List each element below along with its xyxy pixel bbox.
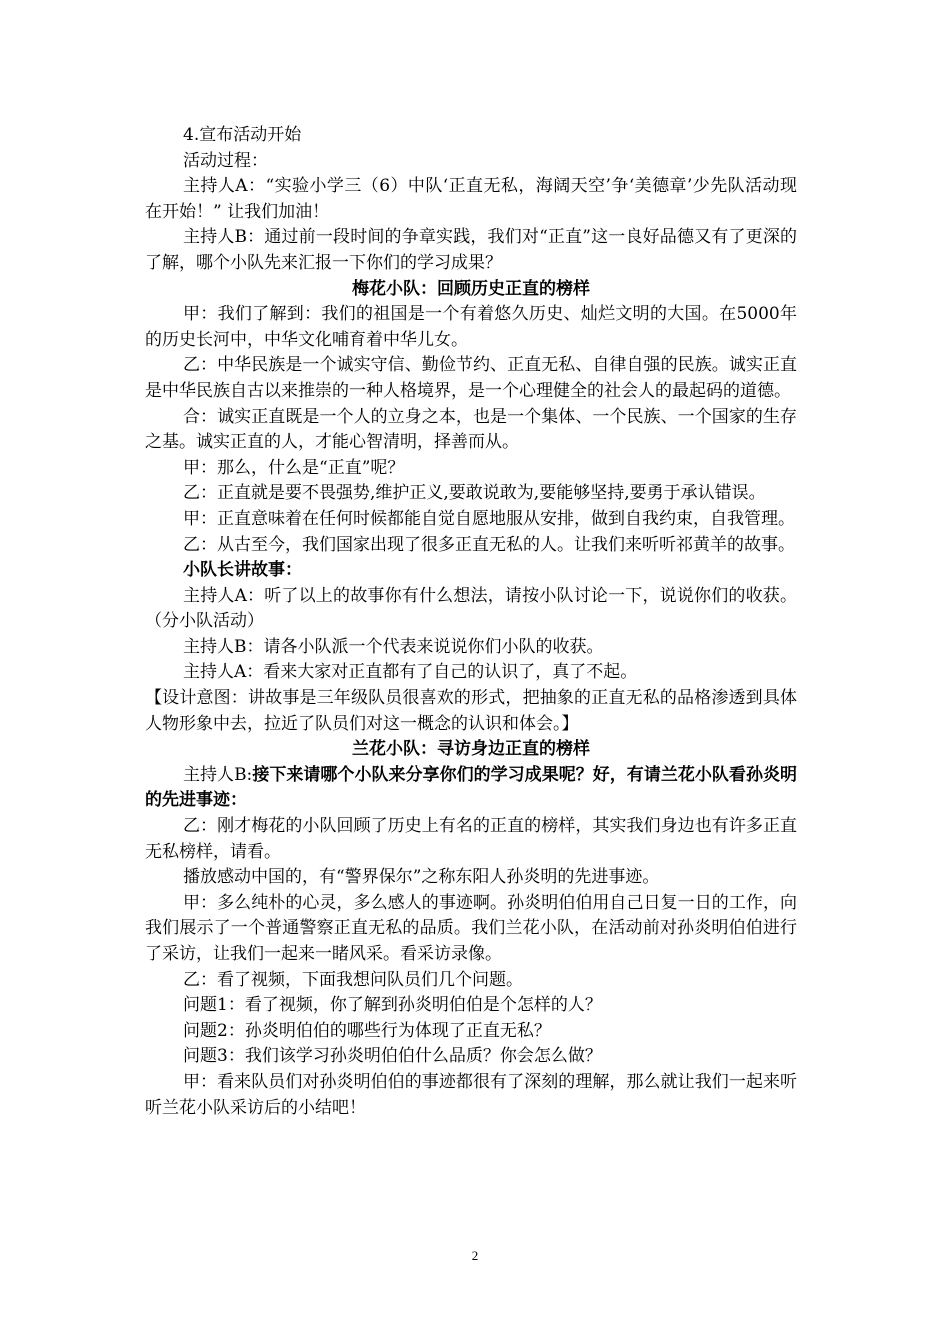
page-number: 2 [471, 1248, 479, 1263]
section-heading: 梅花小队：回顾历史正直的榜样 [352, 278, 590, 299]
paragraph: 甲：正直意味着在任何时候都能自觉自愿地服从安排，做到自我约束，自我管理。 [183, 508, 795, 529]
paragraph: 乙：从古至今，我们国家出现了很多正直无私的人。让我们来听听祁黄羊的故事。 [183, 534, 795, 555]
paragraph: 问题2：孙炎明伯伯的哪些行为体现了正直无私？ [183, 1020, 551, 1041]
section-heading: 兰花小队：寻访身边正直的榜样 [352, 739, 590, 760]
paragraph: 甲：看来队员们对孙炎明伯伯的事迹都很有了深刻的理解，那么就让我们一起来听听兰花小队采访后的小结吧！ [145, 1071, 797, 1118]
paragraph: 甲：多么纯朴的心灵，多么感人的事迹啊。孙炎明伯伯用自己日复一日的工作，向我们展示了一个普通警察正直无私的品质。我们兰花小队，在活动前对孙炎明伯伯进行了采访，让我们一起来一睹风采。看采访录像。 [145, 892, 797, 964]
speaker-label: 主持人B: [183, 764, 253, 785]
paragraph: 主持人B：通过前一段时间的争章实践，我们对“正直”这一良好品德又有了更深的了解，哪个小队先来汇报一下你们的学习成果？ [145, 227, 797, 273]
document-body [145, 123, 797, 1121]
paragraph: 主持人B：请各小队派一个代表来说说你们小队的收获。 [183, 636, 604, 657]
paragraph: 甲：那么，什么是“正直”呢？ [183, 457, 405, 478]
bold-subheading: 小队长讲故事： [183, 560, 302, 581]
paragraph: 4.宣布活动开始 [183, 125, 302, 145]
paragraph: 播放感动中国的，有“警界保尔”之称东阳人孙炎明的先进事迹。 [183, 867, 660, 888]
paragraph: 合：诚实正直既是一个人的立身之本，也是一个集体、一个民族、一个国家的生存之基。诚实正直的人，才能心智清明，择善而从。 [145, 406, 797, 453]
paragraph: 乙：看了视频，下面我想问队员们几个问题。 [183, 969, 523, 990]
paragraph: 乙：刚才梅花的小队回顾了历史上有名的正直的榜样，其实我们身边也有许多正直无私榜样，请看。 [145, 816, 797, 862]
mixed-paragraph [145, 763, 797, 814]
paragraph: 乙：中华民族是一个诚实守信、勤俭节约、正直无私、自律自强的民族。诚实正直是中华民族自古以来推崇的一种人格境界，是一个心理健全的社会人的最起码的道德。 [145, 355, 797, 401]
design-intent-paragraph: 【设计意图：讲故事是三年级队员很喜欢的形式，把抽象的正直无私的品格渗透到具体人物形象中去，拉近了队员们对这一概念的认识和体会。】 [145, 688, 797, 734]
bold-text: 接下来请哪个小队来分享你们的学习成果呢？好，有请兰花小队看孙炎明的先进事迹： [145, 764, 797, 811]
paragraph: 乙：正直就是要不畏强势,维护正义,要敢说敢为,要能够坚持,要勇于承认错误。 [183, 483, 766, 504]
paragraph: 主持人A：看来大家对正直都有了自己的认识了，真了不起。 [183, 662, 638, 683]
paragraph: 主持人A：听了以上的故事你有什么想法，请按小队讨论一下，说说你们的收获。（分小队活动） [145, 585, 797, 632]
paragraph: 主持人A：“实验小学三（6）中队‘正直无私，海阔天空’争‘美德章’少先队活动现在开始！” 让我们加油！ [145, 176, 797, 222]
paragraph: 甲：我们了解到：我们的祖国是一个有着悠久历史、灿烂文明的大国。在5000年的历史长河中，中华文化哺育着中华儿女。 [145, 304, 797, 350]
paragraph: 问题1：看了视频，你了解到孙炎明伯伯是个怎样的人？ [183, 995, 602, 1016]
paragraph: 活动过程： [183, 150, 268, 171]
paragraph: 问题3：我们该学习孙炎明伯伯什么品质？你会怎么做？ [183, 1046, 602, 1067]
